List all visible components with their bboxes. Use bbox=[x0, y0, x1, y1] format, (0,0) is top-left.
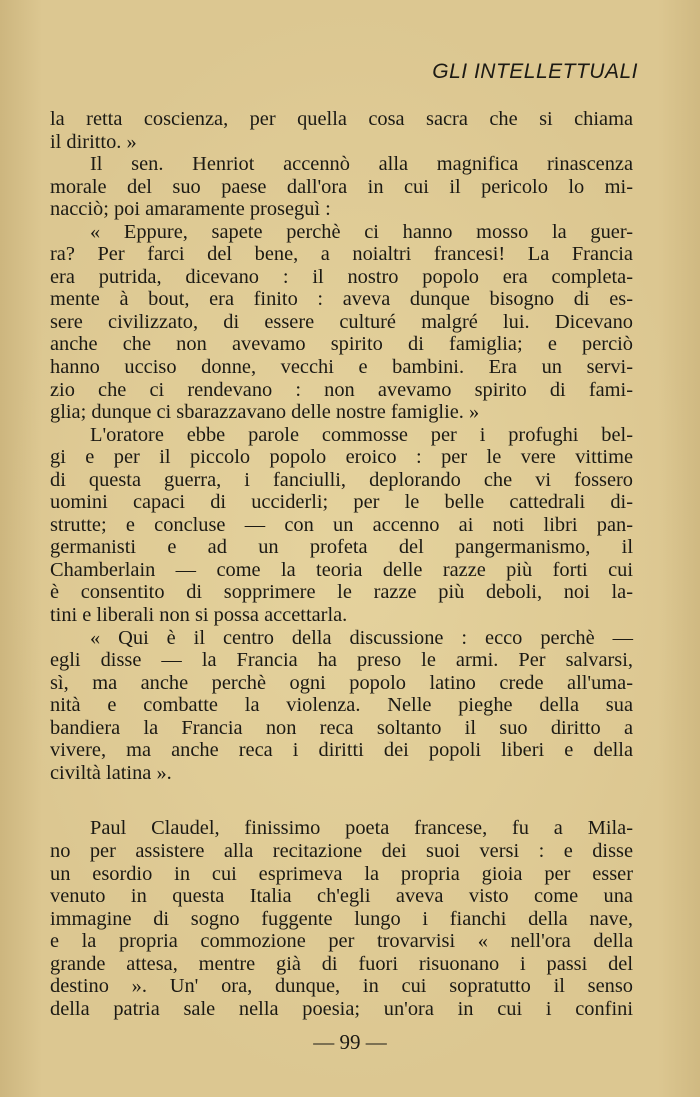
text-line: mente à bout, era finito : aveva dunque bisogno di es- bbox=[50, 288, 633, 311]
text-line: gi e per il piccolo popolo eroico : per le vere vittime bbox=[50, 446, 633, 469]
text-line: bandiera la Francia non reca soltanto il suo diritto a bbox=[50, 716, 633, 739]
paragraph bbox=[50, 221, 633, 424]
text-line: della patria sale nella poesia; un'ora in cui i confini bbox=[50, 997, 633, 1020]
text-line: Chamberlain — come la teoria delle razze più forti cui bbox=[50, 558, 633, 581]
text-line: civiltà latina ». bbox=[50, 761, 172, 784]
text-line: venuto in questa Italia ch'egli aveva visto come una bbox=[50, 885, 633, 908]
paragraph bbox=[50, 424, 633, 627]
text-line: anche che non avevamo spirito di famiglia; e perciò bbox=[50, 333, 633, 356]
text-line: era putrida, dicevano : il nostro popolo era completa- bbox=[50, 265, 633, 288]
text-line: e la propria commozione per trovarvisi « nell'ora della bbox=[50, 930, 633, 953]
text-line: sere civilizzato, di essere culturé malgré lui. Dicevano bbox=[50, 310, 633, 333]
body-text bbox=[50, 108, 633, 1020]
paragraph bbox=[50, 627, 633, 785]
text-line: « Eppure, sapete perchè ci hanno mosso la guer- bbox=[90, 220, 633, 243]
text-line: tini e liberali non si possa accettarla. bbox=[50, 604, 348, 627]
text-line: sì, ma anche perchè ogni popolo latino crede all'uma- bbox=[50, 671, 633, 694]
text-line: glia; dunque ci sbarazzavano delle nostre famiglie. » bbox=[50, 401, 480, 424]
text-line: destino ». Un' ora, dunque, in cui sopratutto il senso bbox=[50, 975, 633, 998]
text-line: egli disse — la Francia ha preso le armi. Per salvarsi, bbox=[50, 649, 633, 672]
text-line: germanisti e ad un profeta del pangermanismo, il bbox=[50, 536, 633, 559]
text-line: vivere, ma anche reca i diritti dei popoli liberi e della bbox=[50, 739, 633, 762]
text-line: nità e combatte la violenza. Nelle pieghe della sua bbox=[50, 694, 633, 717]
text-line: no per assistere alla recitazione dei suoi versi : e disse bbox=[50, 839, 633, 862]
text-line: immagine di sogno fuggente lungo i fianchi della nave, bbox=[50, 907, 633, 930]
text-line: hanno ucciso donne, vecchi e bambini. Era un servi- bbox=[50, 356, 633, 379]
text-line: ra? Per farci del bene, a noialtri francesi! La Francia bbox=[50, 243, 633, 266]
paragraph bbox=[50, 817, 633, 1020]
text-line: Il sen. Henriot accennò alla magnifica rinascenza bbox=[90, 153, 633, 176]
paragraph bbox=[50, 153, 633, 221]
text-line: uomini capaci di ucciderli; per le belle cattedrali di- bbox=[50, 491, 633, 514]
text-line: il diritto. » bbox=[50, 130, 137, 153]
text-line: un esordio in cui esprimeva la propria gioia per esser bbox=[50, 862, 633, 885]
text-line: zio che ci rendevano : non avevamo spirito di fami- bbox=[50, 378, 633, 401]
text-line: di questa guerra, i fanciulli, deplorando che vi fossero bbox=[50, 468, 633, 491]
page-number: — 99 — bbox=[313, 1030, 387, 1054]
text-line: « Qui è il centro della discussione : ecco perchè — bbox=[90, 626, 633, 649]
text-line: morale del suo paese dall'ora in cui il pericolo lo mi- bbox=[50, 175, 633, 198]
text-line: grande attesa, mentre già di fuori risuonano i passi del bbox=[50, 952, 633, 975]
text-line: strutte; e concluse — con un accenno ai noti libri pan- bbox=[50, 513, 633, 536]
paragraph bbox=[50, 108, 633, 153]
text-line: la retta coscienza, per quella cosa sacra che si chiama bbox=[50, 108, 633, 130]
running-title: GLI INTELLETTUALI bbox=[432, 60, 638, 83]
text-line: è consentito di sopprimere le razze più deboli, noi la- bbox=[50, 581, 633, 604]
text-line: nacciò; poi amaramente proseguì : bbox=[50, 198, 331, 221]
text-line: Paul Claudel, finissimo poeta francese, fu a Mila- bbox=[90, 817, 633, 840]
section-gap bbox=[50, 784, 633, 817]
text-line: L'oratore ebbe parole commosse per i profughi bel- bbox=[90, 423, 633, 446]
